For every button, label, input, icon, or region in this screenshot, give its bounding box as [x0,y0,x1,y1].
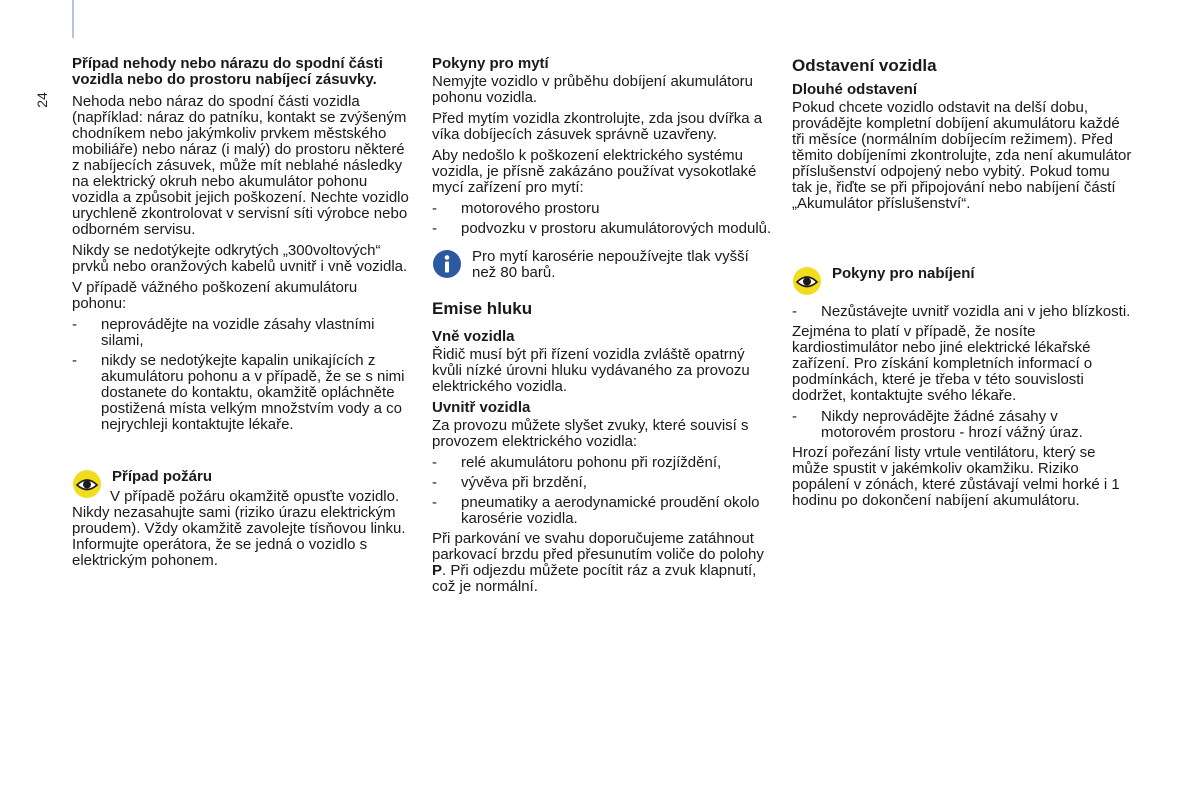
wash-heading: Pokyny pro mytí [432,55,549,72]
outside-text: Řidič musí být při řízení vozidla zvláště opatrný kvůli nízké úrovni hluku vydávaného za provozu elektrického vozidla. [432,346,750,395]
cables-paragraph: Nikdy se nedotýkejte odkrytých „300voltových“ prvků nebo oranžových kabelů uvnitř i vně vozidla. [72,242,408,275]
page-number: 24 [34,92,50,108]
damage-list [72,317,412,433]
parking-paragraph [432,531,772,595]
long-storage-heading: Dlouhé odstavení [792,81,918,98]
noise-list [432,455,772,527]
accident-paragraph: Nehoda nebo náraz do spodní části vozidla (například: náraz do patníku, kontakt se zvýšeným chodníkem nebo jakýmkoliv prvkem městského mobiliáře) nebo náraz (i malý) do prostoru některé z nabíjecích zásuvek, může mít neblahé následky na elektrický okruh nebo akumulátor pohonu vozidla a způsobit jejich poškození. Nechte vozidlo urychleně zkontrolovat v servisní síti výrobce nebo odborném servisu. [72,93,409,238]
charge-paragraph-2: Hrozí pořezání listy vrtule ventilátoru, který se může spustit v jakémkoliv okamžiku. Riziko popálení v zónách, které zůstávají velmi horké i 1 hodinu po dokončení nabíjení akumulátoru. [792,444,1120,509]
parking-text-end: . Při odjezdu můžete pocítit ráz a zvuk klapnutí, což je normální. [432,562,757,595]
info-note-text: Pro mytí karosérie nepoužívejte tlak vyšší než 80 barů. [472,248,749,281]
list-item: - vývěva při brzdění, [432,475,772,491]
list-item: - Nikdy neprovádějte žádné zásahy v motorovém prostoru - hrozí vážný úraz. [792,409,1132,441]
eye-warning-icon [792,266,822,296]
fire-note [72,469,412,485]
list-item: - pneumatiky a aerodynamické proudění okolo karosérie vozidla. [432,495,772,527]
gear-position-p: P [432,562,443,579]
inside-heading: Uvnitř vozidla [432,399,531,416]
column-accident [72,56,412,574]
storage-heading: Odstavení vozidla [792,56,937,75]
charge-list-1 [792,304,1132,320]
wash-paragraph-2: Před mytím vozidla zkontrolujte, zda jsou dvířka a víka dobíjecích zásuvek správně uzavřeny. [432,110,763,143]
damage-paragraph: V případě vážného poškození akumulátoru pohonu: [72,279,358,312]
charge-note [792,266,1132,300]
charge-list-2 [792,409,1132,441]
charge-paragraph-1: Zejména to platí v případě, že nosíte kardiostimulátor nebo jiné elektrické lékařské zařízení. Pro získání kompletních informací o podmínkách, které je třeba v této souvislosti dodržet, kontaktujte svého lékaře. [792,323,1093,404]
column-storage [792,56,1132,514]
eye-warning-icon [72,469,102,499]
margin-bar [72,0,74,38]
noise-heading: Emise hluku [432,299,533,318]
outside-heading: Vně vozidla [432,328,515,345]
inside-text: Za provozu můžete slyšet zvuky, které souvisí s provozem elektrického vozidla: [432,417,749,450]
list-item: - relé akumulátoru pohonu při rozjíždění, [432,455,772,471]
list-item: - motorového prostoru [432,201,772,217]
wash-paragraph-1: Nemyjte vozidlo v průběhu dobíjení akumulátoru pohonu vozidla. [432,73,754,106]
list-item: - podvozku v prostoru akumulátorových modulů. [432,221,772,237]
fire-text: V případě požáru okamžitě opusťte vozidlo. Nikdy nezasahujte sami (riziko úrazu elektrickým proudem). Vždy okamžitě zavolejte tísňovou linku. Informujte operátora, že se jedná o vozidlo s elektrickým pohonem. [72,488,406,569]
wash-paragraph-3: Aby nedošlo k poškození elektrického systému vozidla, je přísně zakázáno používat vysokotlaké mycí zařízení pro mytí: [432,147,757,196]
info-icon [432,249,462,279]
column-washing [432,56,772,600]
list-item: - nikdy se nedotýkejte kapalin unikajících z akumulátoru pohonu a v případě, že se s nimi dostanete do kontaktu, okamžitě opláchněte postižená místa velkým množstvím vody a co nejrychleji kontaktujte lékaře. [72,353,412,433]
info-note [432,249,772,281]
long-storage-text: Pokud chcete vozidlo odstavit na delší dobu, provádějte kompletní dobíjení akumulátoru každé tři měsíce (normálním dobíjecím režimem). Před těmito dobíjeními zkontrolujte, zda není akumulátor příslušenství odpojený nebo vybitý. Pokud tomu tak je, řiďte se při připojování nebo nabíjení částí „Akumulátor příslušenství“. [792,99,1132,212]
list-item: - Nezůstávejte uvnitř vozidla ani v jeho blízkosti. [792,304,1132,320]
charge-heading: Pokyny pro nabíjení [832,265,975,282]
list-item: - neprovádějte na vozidle zásahy vlastními silami, [72,317,412,349]
parking-text-start: Při parkování ve svahu doporučujeme zatáhnout parkovací brzdu před přesunutím voliče do polohy [432,530,764,563]
fire-heading: Případ požáru [112,468,213,485]
wash-list [432,201,772,237]
accident-heading: Případ nehody nebo nárazu do spodní části vozidla nebo do prostoru nabíjecí zásuvky. [72,55,383,88]
